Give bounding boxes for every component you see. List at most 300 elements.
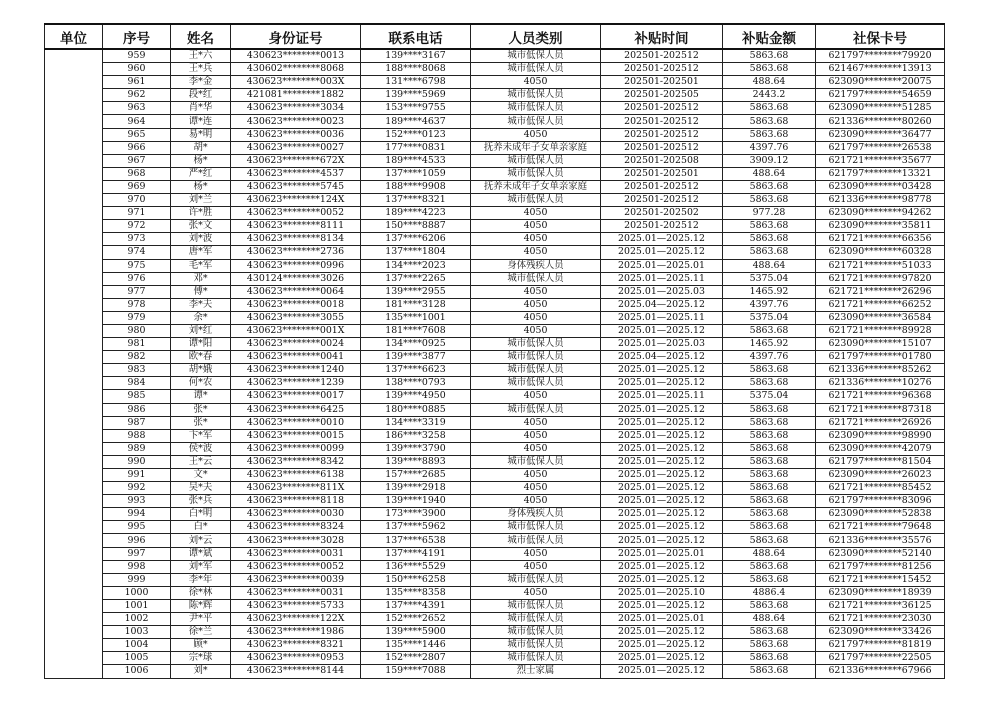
category-cell: 烈士家属 <box>471 665 601 678</box>
category-cell: 4050 <box>471 285 601 298</box>
id-cell: 430623********0052 <box>231 207 361 220</box>
card-cell: 621797********81256 <box>816 560 945 573</box>
table-body <box>45 49 945 678</box>
table-row <box>45 508 945 521</box>
period-cell: 202501-202505 <box>601 89 723 102</box>
phone-cell: 137****1059 <box>361 167 471 180</box>
card-cell: 623090********94262 <box>816 207 945 220</box>
amount-cell: 2443.2 <box>723 89 816 102</box>
name-cell: 余* <box>171 311 231 324</box>
category-cell: 4050 <box>471 416 601 429</box>
name-cell: 毛*军 <box>171 259 231 272</box>
category-cell: 城市低保人员 <box>471 338 601 351</box>
seq-cell: 992 <box>103 482 171 495</box>
id-cell: 430623********1240 <box>231 364 361 377</box>
name-cell: 谭*阳 <box>171 338 231 351</box>
id-cell: 430623********0041 <box>231 351 361 364</box>
id-cell: 430623********8144 <box>231 665 361 678</box>
table-row <box>45 194 945 207</box>
id-cell: 430623********0017 <box>231 390 361 403</box>
name-cell: 王*云 <box>171 455 231 468</box>
category-cell: 城市低保人员 <box>471 573 601 586</box>
amount-cell: 4886.4 <box>723 586 816 599</box>
category-cell: 城市低保人员 <box>471 652 601 665</box>
phone-cell: 137****8321 <box>361 194 471 207</box>
category-header: 人员类别 <box>471 24 601 49</box>
period-cell: 202501-202512 <box>601 194 723 207</box>
category-cell: 4050 <box>471 298 601 311</box>
id-cell: 430623********0064 <box>231 285 361 298</box>
phone-cell: 150****6258 <box>361 573 471 586</box>
id-cell: 430623********8118 <box>231 495 361 508</box>
category-cell: 城市低保人员 <box>471 154 601 167</box>
period-cell: 202501-202512 <box>601 115 723 128</box>
phone-cell: 152****0123 <box>361 128 471 141</box>
name-cell: 白* <box>171 521 231 534</box>
table-row <box>45 390 945 403</box>
period-cell: 202501-202512 <box>601 180 723 193</box>
card-cell: 621336********80260 <box>816 115 945 128</box>
amount-cell: 5863.68 <box>723 455 816 468</box>
seq-cell: 959 <box>103 49 171 63</box>
name-cell: 王*六 <box>171 49 231 63</box>
phone-cell: 180****0885 <box>361 403 471 416</box>
seq-cell: 988 <box>103 429 171 442</box>
amount-cell: 5863.68 <box>723 220 816 233</box>
phone-cell: 139****3167 <box>361 49 471 63</box>
table-row <box>45 599 945 612</box>
phone-cell: 135****8358 <box>361 586 471 599</box>
category-cell: 城市低保人员 <box>471 377 601 390</box>
id-cell: 430623********0099 <box>231 442 361 455</box>
card-cell: 621797********83096 <box>816 495 945 508</box>
seq-cell: 969 <box>103 180 171 193</box>
name-cell: 宗*球 <box>171 652 231 665</box>
name-cell: 邓* <box>171 272 231 285</box>
amount-cell: 5375.04 <box>723 272 816 285</box>
table-row <box>45 272 945 285</box>
id-cell: 430623********0027 <box>231 141 361 154</box>
period-cell: 2025.01—2025.12 <box>601 560 723 573</box>
amount-cell: 5863.68 <box>723 534 816 547</box>
card-cell: 621336********98778 <box>816 194 945 207</box>
table-row <box>45 455 945 468</box>
phone-cell: 139****3877 <box>361 351 471 364</box>
card-cell: 621721********35677 <box>816 154 945 167</box>
period-cell: 2025.01—2025.12 <box>601 455 723 468</box>
id-cell: 430623********001X <box>231 324 361 337</box>
phone-cell: 150****8887 <box>361 220 471 233</box>
amount-cell: 5863.68 <box>723 128 816 141</box>
period-cell: 2025.01—2025.01 <box>601 259 723 272</box>
period-cell: 2025.01—2025.12 <box>601 508 723 521</box>
amount-cell: 5863.68 <box>723 102 816 115</box>
category-cell: 抚养未成年子女单亲家庭 <box>471 141 601 154</box>
phone-cell: 159****7088 <box>361 665 471 678</box>
category-cell: 城市低保人员 <box>471 364 601 377</box>
id-cell: 430623********8324 <box>231 521 361 534</box>
amount-cell: 1465.92 <box>723 285 816 298</box>
seq-cell: 962 <box>103 89 171 102</box>
period-cell: 202501-202512 <box>601 102 723 115</box>
period-cell: 202501-202508 <box>601 154 723 167</box>
name-cell: 刘* <box>171 665 231 678</box>
id-cell: 430623********1986 <box>231 626 361 639</box>
phone-cell: 137****5962 <box>361 521 471 534</box>
category-cell: 身体残疾人员 <box>471 508 601 521</box>
period-cell: 2025.01—2025.12 <box>601 364 723 377</box>
category-cell: 城市低保人员 <box>471 626 601 639</box>
id-cell: 430623********8342 <box>231 455 361 468</box>
card-cell: 621797********54659 <box>816 89 945 102</box>
phone-cell: 139****2955 <box>361 285 471 298</box>
category-cell: 4050 <box>471 442 601 455</box>
phone-cell: 152****2652 <box>361 613 471 626</box>
amount-cell: 5863.68 <box>723 521 816 534</box>
name-cell: 徐*林 <box>171 586 231 599</box>
amount-cell: 4397.76 <box>723 141 816 154</box>
seq-cell: 967 <box>103 154 171 167</box>
name-cell: 侯*波 <box>171 442 231 455</box>
amount-cell: 5863.68 <box>723 469 816 482</box>
id-cell: 430623********6425 <box>231 403 361 416</box>
seq-cell: 973 <box>103 233 171 246</box>
phone-cell: 152****2807 <box>361 652 471 665</box>
amount-cell: 488.64 <box>723 76 816 89</box>
table-row <box>45 49 945 63</box>
seq-cell: 965 <box>103 128 171 141</box>
phone-cell: 134****3319 <box>361 416 471 429</box>
id-cell: 430623********0031 <box>231 586 361 599</box>
table-row <box>45 586 945 599</box>
period-cell: 2025.01—2025.11 <box>601 272 723 285</box>
table-row <box>45 521 945 534</box>
seq-cell: 985 <box>103 390 171 403</box>
period-cell: 2025.01—2025.12 <box>601 416 723 429</box>
table-row <box>45 154 945 167</box>
amount-cell: 5863.68 <box>723 233 816 246</box>
name-cell: 严*红 <box>171 167 231 180</box>
amount-cell: 5863.68 <box>723 180 816 193</box>
id-cell: 430623********0018 <box>231 298 361 311</box>
seq-cell: 995 <box>103 521 171 534</box>
category-cell: 身体残疾人员 <box>471 259 601 272</box>
seq-cell: 986 <box>103 403 171 416</box>
card-cell: 623090********20075 <box>816 76 945 89</box>
seq-cell: 987 <box>103 416 171 429</box>
phone-cell: 139****8893 <box>361 455 471 468</box>
category-cell: 城市低保人员 <box>471 403 601 416</box>
phone-cell: 135****1001 <box>361 311 471 324</box>
seq-cell: 996 <box>103 534 171 547</box>
amount-cell: 488.64 <box>723 167 816 180</box>
seq-cell: 977 <box>103 285 171 298</box>
amount-cell: 4397.76 <box>723 298 816 311</box>
amount-cell: 5863.68 <box>723 115 816 128</box>
phone-cell: 134****2023 <box>361 259 471 272</box>
amount-cell: 5863.68 <box>723 416 816 429</box>
category-cell: 4050 <box>471 390 601 403</box>
period-cell: 2025.01—2025.12 <box>601 495 723 508</box>
phone-cell: 188****8068 <box>361 63 471 76</box>
id-cell: 430623********6138 <box>231 469 361 482</box>
card-cell: 621721********66356 <box>816 233 945 246</box>
name-cell: 张* <box>171 416 231 429</box>
amount-cell: 5863.68 <box>723 49 816 63</box>
phone-cell: 189****4637 <box>361 115 471 128</box>
table-row <box>45 377 945 390</box>
period-cell: 2025.01—2025.03 <box>601 285 723 298</box>
category-cell: 抚养未成年子女单亲家庭 <box>471 180 601 193</box>
amount-cell: 5863.68 <box>723 63 816 76</box>
name-cell: 胡* <box>171 141 231 154</box>
table-row <box>45 639 945 652</box>
seq-cell: 999 <box>103 573 171 586</box>
category-cell: 4050 <box>471 128 601 141</box>
category-cell: 4050 <box>471 233 601 246</box>
seq-cell: 970 <box>103 194 171 207</box>
seq-cell: 1005 <box>103 652 171 665</box>
card-cell: 621721********26296 <box>816 285 945 298</box>
amount-cell: 5863.68 <box>723 599 816 612</box>
category-cell: 4050 <box>471 76 601 89</box>
phone-cell: 137****1804 <box>361 246 471 259</box>
category-cell: 4050 <box>471 207 601 220</box>
name-cell: 李*金 <box>171 76 231 89</box>
category-cell: 城市低保人员 <box>471 49 601 63</box>
name-cell: 徐*兰 <box>171 626 231 639</box>
name-cell: 刘*波 <box>171 233 231 246</box>
id-cell: 430623********3055 <box>231 311 361 324</box>
card-cell: 621721********97820 <box>816 272 945 285</box>
id-header: 身份证号 <box>231 24 361 49</box>
period-cell: 2025.01—2025.03 <box>601 338 723 351</box>
category-cell: 4050 <box>471 547 601 560</box>
id-cell: 430623********5733 <box>231 599 361 612</box>
name-cell: 张* <box>171 403 231 416</box>
name-cell: 何*农 <box>171 377 231 390</box>
id-cell: 430623********0953 <box>231 652 361 665</box>
card-header: 社保卡号 <box>816 24 945 49</box>
amount-cell: 5863.68 <box>723 560 816 573</box>
card-cell: 621336********10276 <box>816 377 945 390</box>
subsidy-table <box>44 23 945 679</box>
seq-cell: 961 <box>103 76 171 89</box>
name-header: 姓名 <box>171 24 231 49</box>
table-row <box>45 115 945 128</box>
seq-cell: 964 <box>103 115 171 128</box>
amount-cell: 488.64 <box>723 259 816 272</box>
period-cell: 2025.01—2025.12 <box>601 534 723 547</box>
phone-cell: 131****6798 <box>361 76 471 89</box>
category-cell: 城市低保人员 <box>471 534 601 547</box>
seq-cell: 1003 <box>103 626 171 639</box>
seq-cell: 982 <box>103 351 171 364</box>
card-cell: 623090********42079 <box>816 442 945 455</box>
amount-cell: 5863.68 <box>723 639 816 652</box>
card-cell: 621721********51033 <box>816 259 945 272</box>
seq-cell: 979 <box>103 311 171 324</box>
seq-cell: 971 <box>103 207 171 220</box>
phone-cell: 137****6206 <box>361 233 471 246</box>
card-cell: 621797********81504 <box>816 455 945 468</box>
amount-cell: 488.64 <box>723 547 816 560</box>
amount-header: 补贴金额 <box>723 24 816 49</box>
category-cell: 城市低保人员 <box>471 613 601 626</box>
id-cell: 430623********0052 <box>231 560 361 573</box>
amount-cell: 5863.68 <box>723 246 816 259</box>
period-cell: 2025.01—2025.01 <box>601 613 723 626</box>
category-cell: 4050 <box>471 495 601 508</box>
period-cell: 2025.01—2025.12 <box>601 233 723 246</box>
period-cell: 202501-202501 <box>601 76 723 89</box>
phone-cell: 137****6538 <box>361 534 471 547</box>
category-cell: 4050 <box>471 311 601 324</box>
table-row <box>45 469 945 482</box>
category-cell: 4050 <box>471 429 601 442</box>
table-row <box>45 220 945 233</box>
card-cell: 623090********26023 <box>816 469 945 482</box>
name-cell: 刘*兰 <box>171 194 231 207</box>
category-cell: 城市低保人员 <box>471 639 601 652</box>
table-row <box>45 652 945 665</box>
amount-cell: 977.28 <box>723 207 816 220</box>
table-row <box>45 547 945 560</box>
card-cell: 623090********03428 <box>816 180 945 193</box>
table-row <box>45 128 945 141</box>
card-cell: 623090********52838 <box>816 508 945 521</box>
table-row <box>45 285 945 298</box>
amount-cell: 5863.68 <box>723 508 816 521</box>
amount-cell: 5863.68 <box>723 482 816 495</box>
period-cell: 202501-202512 <box>601 141 723 154</box>
name-cell: 杨* <box>171 180 231 193</box>
card-cell: 621721********89928 <box>816 324 945 337</box>
category-cell: 城市低保人员 <box>471 599 601 612</box>
id-cell: 430623********0030 <box>231 508 361 521</box>
seq-cell: 1004 <box>103 639 171 652</box>
id-cell: 430623********3028 <box>231 534 361 547</box>
id-cell: 430623********8321 <box>231 639 361 652</box>
amount-cell: 1465.92 <box>723 338 816 351</box>
name-cell: 吴*夫 <box>171 482 231 495</box>
period-cell: 2025.01—2025.12 <box>601 599 723 612</box>
table-row <box>45 573 945 586</box>
phone-cell: 157****2685 <box>361 469 471 482</box>
amount-cell: 5863.68 <box>723 442 816 455</box>
id-cell: 430623********5745 <box>231 180 361 193</box>
phone-cell: 188****9908 <box>361 180 471 193</box>
category-cell: 城市低保人员 <box>471 194 601 207</box>
period-cell: 2025.01—2025.12 <box>601 652 723 665</box>
name-cell: 尹*平 <box>171 613 231 626</box>
amount-cell: 3909.12 <box>723 154 816 167</box>
table-row <box>45 442 945 455</box>
id-cell: 430623********0031 <box>231 547 361 560</box>
id-cell: 430623********3034 <box>231 102 361 115</box>
card-cell: 621467********13913 <box>816 63 945 76</box>
table-row <box>45 665 945 678</box>
table-row <box>45 416 945 429</box>
card-cell: 621721********66252 <box>816 298 945 311</box>
period-cell: 2025.01—2025.12 <box>601 442 723 455</box>
amount-cell: 5375.04 <box>723 311 816 324</box>
table-row <box>45 429 945 442</box>
header-row <box>45 24 945 49</box>
id-cell: 430623********0015 <box>231 429 361 442</box>
period-cell: 202501-202512 <box>601 220 723 233</box>
id-cell: 430623********1239 <box>231 377 361 390</box>
table-row <box>45 141 945 154</box>
name-cell: 卞*军 <box>171 429 231 442</box>
name-cell: 顾* <box>171 639 231 652</box>
category-cell: 城市低保人员 <box>471 115 601 128</box>
id-cell: 430623********2736 <box>231 246 361 259</box>
phone-cell: 153****9755 <box>361 102 471 115</box>
card-cell: 621721********26926 <box>816 416 945 429</box>
card-cell: 621721********85452 <box>816 482 945 495</box>
name-cell: 肖*华 <box>171 102 231 115</box>
period-cell: 2025.01—2025.12 <box>601 246 723 259</box>
seq-cell: 1001 <box>103 599 171 612</box>
name-cell: 张*兵 <box>171 495 231 508</box>
card-cell: 623090********33426 <box>816 626 945 639</box>
subsidy-sheet <box>44 23 945 679</box>
name-cell: 段*红 <box>171 89 231 102</box>
seq-cell: 1000 <box>103 586 171 599</box>
id-cell: 430623********003X <box>231 76 361 89</box>
table-row <box>45 89 945 102</box>
phone-cell: 137****4191 <box>361 547 471 560</box>
name-cell: 易*明 <box>171 128 231 141</box>
table-header <box>45 24 945 49</box>
period-cell: 2025.01—2025.11 <box>601 311 723 324</box>
category-cell: 4050 <box>471 586 601 599</box>
table-row <box>45 259 945 272</box>
name-cell: 刘*军 <box>171 560 231 573</box>
card-cell: 623090********98990 <box>816 429 945 442</box>
card-cell: 621336********85262 <box>816 364 945 377</box>
amount-cell: 5375.04 <box>723 390 816 403</box>
seq-cell: 980 <box>103 324 171 337</box>
category-cell: 城市低保人员 <box>471 351 601 364</box>
phone-cell: 186****3258 <box>361 429 471 442</box>
name-cell: 白*明 <box>171 508 231 521</box>
seq-cell: 960 <box>103 63 171 76</box>
id-cell: 430623********0036 <box>231 128 361 141</box>
seq-header: 序号 <box>103 24 171 49</box>
table-row <box>45 495 945 508</box>
phone-cell: 135****1446 <box>361 639 471 652</box>
table-row <box>45 63 945 76</box>
table-row <box>45 311 945 324</box>
amount-cell: 488.64 <box>723 613 816 626</box>
phone-cell: 181****7608 <box>361 324 471 337</box>
category-cell: 4050 <box>471 324 601 337</box>
period-cell: 2025.01—2025.01 <box>601 547 723 560</box>
seq-cell: 994 <box>103 508 171 521</box>
id-cell: 430623********122X <box>231 613 361 626</box>
phone-header: 联系电话 <box>361 24 471 49</box>
category-cell: 城市低保人员 <box>471 521 601 534</box>
card-cell: 623090********35811 <box>816 220 945 233</box>
phone-cell: 189****4223 <box>361 207 471 220</box>
id-cell: 421081********1882 <box>231 89 361 102</box>
table-row <box>45 76 945 89</box>
amount-cell: 5863.68 <box>723 626 816 639</box>
card-cell: 621721********23030 <box>816 613 945 626</box>
seq-cell: 984 <box>103 377 171 390</box>
